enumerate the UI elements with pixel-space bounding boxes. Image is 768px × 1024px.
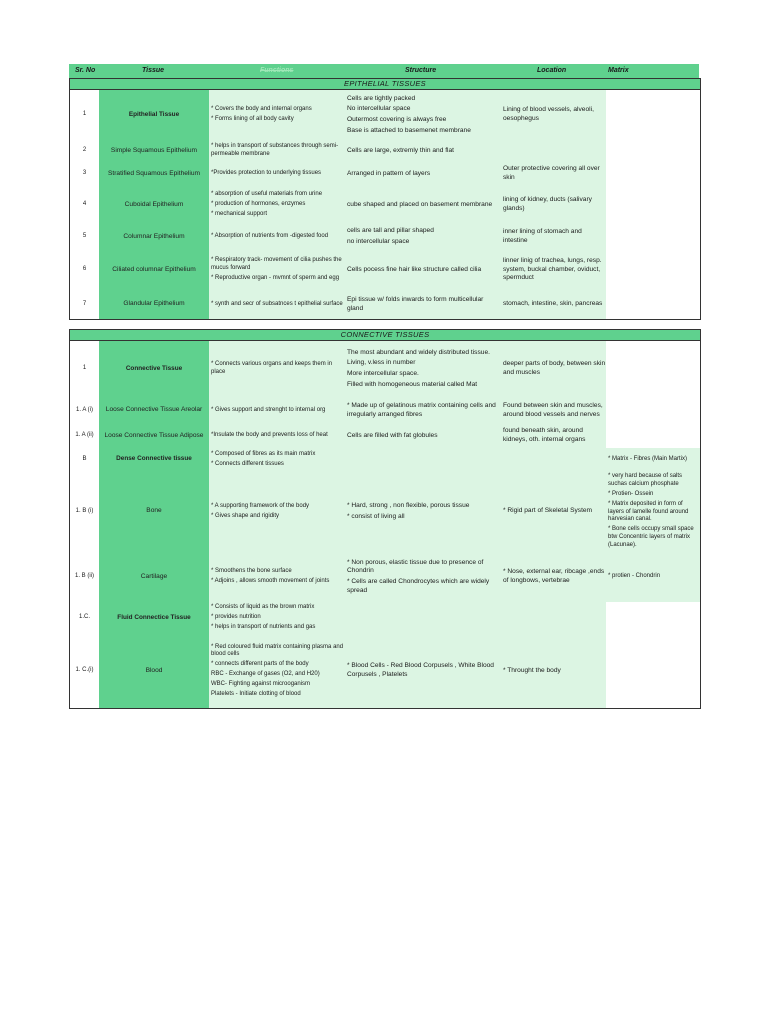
location-cell-line: Lining of blood vessels, alveoli, oesophegus	[503, 106, 594, 122]
location-cell-line: deeper parts of body, between skin and muscles	[503, 360, 606, 376]
matrix-cell	[606, 552, 700, 602]
tissue-name: Bone	[99, 471, 209, 552]
functions-cell	[209, 471, 345, 552]
epithelial-row-7	[70, 290, 700, 319]
structure-cell-line: The most abundant and widely distributed tissue.	[347, 348, 490, 356]
tissue-name: Cuboidal Epithelium	[99, 186, 209, 224]
functions-cell	[209, 140, 345, 162]
structure-cell	[345, 602, 501, 634]
structure-cell-line: * Hard, strong , non flexible, porous tissue	[347, 501, 470, 509]
location-cell	[501, 448, 606, 471]
structure-cell-line: Epi tissue w/ folds inwards to form multicellular gland	[347, 295, 484, 312]
functions-cell	[209, 162, 345, 186]
sr-no: 2	[82, 147, 87, 154]
location-cell-line: * Rigid part of Skeletal System	[503, 507, 593, 515]
structure-cell-line: Filled with homogeneous material called Mat	[347, 380, 478, 388]
structure-cell-line: Cells pocess fine hair like structure called cilia	[347, 265, 482, 273]
sr-no: 1	[82, 111, 87, 118]
epithelial-row-2	[70, 140, 700, 162]
functions-cell-line: * connects different parts of the body	[211, 661, 309, 668]
location-cell-line: Found between skin and muscles, around blood vessels and nerves	[503, 401, 603, 418]
tissue-name: Ciliated columnar Epithelium	[99, 250, 209, 290]
tissue-name: Loose Connective Tissue Adipose	[99, 424, 209, 448]
functions-cell-line: * Composed of fibres as its main matrix	[211, 450, 316, 457]
functions-cell	[209, 186, 345, 224]
structure-cell-line: cells are tall and pillar shaped	[347, 227, 434, 235]
functions-cell-line: * helps in transport of substances through semi- permeable membrane	[211, 143, 339, 157]
location-cell-line: lining of kidney, ducts (salivary glands)	[503, 196, 592, 212]
functions-cell	[209, 448, 345, 471]
sr-no: 1. B (ii)	[74, 573, 94, 580]
matrix-cell	[606, 602, 700, 634]
location-cell-line: linner linig of trachea, lungs, resp. system, buckal chamber, oviduct, spermduct	[503, 257, 602, 282]
structure-cell	[345, 162, 501, 186]
tissue-name: Blood	[99, 634, 209, 708]
functions-cell-line: * helps in transport of nutrients and gas	[211, 623, 316, 630]
structure-cell	[345, 552, 501, 602]
structure-cell-line: Cells are large, extremly thin and flat	[347, 146, 455, 154]
column-header-bar	[69, 64, 699, 78]
header-location: Location	[537, 67, 567, 74]
functions-cell-line: * synth and secr of subsatnces t epithelial surface	[211, 300, 343, 307]
header-functions: Functions	[260, 67, 294, 74]
location-cell-line: inner lining of stomach and intestine	[503, 228, 582, 244]
sr-no: 1	[82, 365, 87, 372]
connective-title: CONNECTIVE TISSUES	[70, 330, 700, 341]
structure-cell	[345, 90, 501, 140]
functions-cell-line: WBC- Fighting against microoganism	[211, 680, 311, 687]
structure-cell-line: Living, v.less in number	[347, 359, 416, 367]
functions-cell	[209, 634, 345, 708]
header-tissue: Tissue	[142, 67, 165, 74]
connective-row-1	[70, 341, 700, 397]
tissue-name: Epithelial Tissue	[99, 90, 209, 140]
connective-row-2	[70, 397, 700, 424]
functions-cell	[209, 424, 345, 448]
matrix-cell	[606, 634, 700, 708]
functions-cell-line: * Forms lining of all body cavity	[211, 116, 294, 122]
structure-cell	[345, 290, 501, 319]
header-structure: Structure	[405, 67, 437, 74]
structure-cell-line: Base is attached to basemenet membrane	[347, 126, 471, 134]
functions-cell	[209, 341, 345, 397]
structure-cell	[345, 140, 501, 162]
structure-cell-line: * consist of living all	[347, 512, 405, 520]
functions-cell-line: * Gives shape and rigidity	[211, 512, 280, 519]
structure-cell	[345, 424, 501, 448]
structure-cell-line: Cells are tightly packed	[347, 94, 416, 102]
structure-cell	[345, 250, 501, 290]
functions-cell	[209, 397, 345, 424]
epithelial-row-3	[70, 162, 700, 186]
epithelial-grid	[70, 90, 700, 319]
tissue-name: Fluid Connectice Tissue	[99, 602, 209, 634]
functions-cell-line: * Red coloured fluid matrix containing plasma and blood cells	[211, 643, 344, 658]
epithelial-title: EPITHELIAL TISSUES	[70, 79, 700, 90]
functions-cell	[209, 224, 345, 250]
functions-cell-line: * Smoothens the bone surface	[211, 568, 292, 575]
structure-cell-line: * Made up of gelatinous matrix containing cells and irregularly arranged fibres	[347, 401, 496, 418]
location-cell	[501, 471, 606, 552]
functions-cell-line: * Covers the body and internal organs	[211, 106, 312, 113]
connective-row-6	[70, 552, 700, 602]
functions-cell-line: * Connects various organs and keeps them in place	[211, 361, 333, 375]
functions-cell	[209, 602, 345, 634]
functions-cell-line: *Provides protection to underlying tissues	[211, 170, 322, 177]
structure-cell-line: More intercellular space.	[347, 370, 419, 377]
tissue-name: Loose Connective Tissue Areolar	[99, 397, 209, 424]
sr-no: 1. C.(i)	[75, 667, 94, 674]
matrix-cell-line: * Matrix - Fibres (Main Martix)	[608, 455, 688, 462]
functions-cell-line: * A supporting framework of the body	[211, 502, 310, 509]
location-cell	[501, 424, 606, 448]
connective-row-8	[70, 634, 700, 708]
structure-cell-line: no intercellular space	[347, 238, 410, 245]
functions-cell	[209, 552, 345, 602]
location-cell	[501, 341, 606, 397]
location-cell	[501, 397, 606, 424]
location-cell-line: stomach, intestine, skin, pancreas	[503, 300, 603, 308]
matrix-cell	[606, 397, 700, 424]
connective-row-5	[70, 471, 700, 552]
epithelial-row-5	[70, 224, 700, 250]
functions-cell-line: * mechanical support	[211, 210, 268, 217]
matrix-cell	[606, 424, 700, 448]
functions-cell-line: * Gives support and strenght to internal org	[211, 406, 326, 413]
matrix-cell	[606, 341, 700, 397]
structure-cell-line: * Blood Cells - Red Blood Corpusels , White Blood Corpusels , Platelets	[347, 662, 494, 678]
matrix-cell-line: * Bone cells occupy small space btw Concentric layers of matrix (Lacunae).	[608, 526, 694, 548]
tissue-name: Glandular Epithelium	[99, 290, 209, 319]
matrix-cell-line: * Matrix deposited in form of layers of lamelle found around harvesian canal.	[608, 500, 689, 523]
location-cell	[501, 140, 606, 162]
location-cell-line: * Throught the body	[503, 666, 561, 674]
connective-section	[69, 329, 701, 709]
tissue-name: Simple Squamous Epithelium	[99, 140, 209, 162]
header-matrix: Matrix	[608, 67, 629, 74]
matrix-cell	[606, 471, 700, 552]
tissue-name: Connective Tissue	[99, 341, 209, 397]
sr-no: 1. A (i)	[75, 406, 93, 413]
epithelial-row-4	[70, 186, 700, 224]
structure-cell	[345, 634, 501, 708]
functions-cell-line: * absorption of useful materials from urine	[211, 191, 323, 198]
connective-row-4	[70, 448, 700, 471]
tissue-name: Dense Connective tissue	[99, 448, 209, 471]
epithelial-row-6	[70, 250, 700, 290]
location-cell-line: Outer protective covering all over skin	[503, 165, 600, 181]
sr-no: 1.C.	[78, 614, 90, 621]
location-cell	[501, 186, 606, 224]
functions-cell	[209, 250, 345, 290]
location-cell	[501, 634, 606, 708]
tissue-name: Stratified Squamous Epithelium	[99, 162, 209, 186]
functions-cell	[209, 290, 345, 319]
sr-no: 5	[82, 233, 87, 240]
structure-cell-line: * Cells are called Chondrocytes which are widely spread	[347, 578, 490, 594]
matrix-cell-line: * very hard because of salts suchas calcium phosphate	[608, 473, 683, 488]
matrix-cell-line: * protien - Chondrin	[608, 573, 661, 580]
connective-grid	[70, 341, 700, 708]
tissue-name: Cartilage	[99, 552, 209, 602]
location-cell	[501, 290, 606, 319]
sr-no: 1. B (i)	[75, 507, 94, 514]
structure-cell	[345, 186, 501, 224]
location-cell	[501, 250, 606, 290]
connective-row-7	[70, 602, 700, 634]
location-cell	[501, 90, 606, 140]
functions-cell-line: *Insulate the body and prevents loss of heat	[211, 432, 328, 439]
tissue-name: Columnar Epithelium	[99, 224, 209, 250]
functions-cell-line: RBC - Exchange of gases (O2, and H20)	[211, 671, 320, 677]
sr-no: 7	[82, 300, 87, 307]
functions-cell-line: * Absorption of nutrients from -digested food	[211, 233, 329, 240]
sr-no: 4	[82, 201, 87, 208]
structure-cell	[345, 448, 501, 471]
sr-no: 3	[82, 170, 87, 177]
connective-row-3	[70, 424, 700, 448]
location-cell	[501, 552, 606, 602]
functions-cell-line: * Connects different tissues	[211, 460, 284, 467]
functions-cell-line: * provides nutrition	[211, 614, 261, 621]
location-cell	[501, 162, 606, 186]
epithelial-section	[69, 78, 701, 320]
epithelial-row-1	[70, 90, 700, 140]
header-sr-no: Sr. No	[75, 67, 96, 74]
functions-cell-line: * Respiratory track- movement of cilia pushes the mucus forward	[211, 257, 342, 272]
structure-cell	[345, 397, 501, 424]
location-cell	[501, 224, 606, 250]
structure-cell	[345, 471, 501, 552]
structure-cell	[345, 341, 501, 397]
sr-no: 1. A (ii)	[75, 432, 94, 439]
matrix-cell	[606, 448, 700, 471]
structure-cell-line: * Non porous, elastic tissue due to presence of Chondrin	[347, 558, 484, 575]
functions-cell-line: * production of hormones, enzymes	[211, 201, 306, 208]
structure-cell-line: Arranged in pattern of layers	[347, 169, 431, 177]
structure-cell-line: Outermost covering is always free	[347, 116, 447, 123]
functions-cell-line: * Reproductive organ - mvmnt of sperm and egg	[211, 274, 340, 281]
functions-cell-line: * Consists of liquid as the brown matrix	[211, 604, 315, 611]
sr-no: B	[82, 455, 87, 462]
location-cell-line: found beneath skin, around kidneys, oth. internal organs	[503, 427, 586, 443]
sr-no: 6	[82, 266, 87, 273]
structure-cell-line: No intercellular space	[347, 105, 411, 113]
functions-cell	[209, 90, 345, 140]
location-cell	[501, 602, 606, 634]
structure-cell-line: Cells are filled with fat globules	[347, 431, 438, 439]
location-cell-line: * Nose, external ear, ribcage ,ends of longbows, vertebrae	[503, 568, 605, 584]
structure-cell-line: cube shaped and placed on basement membrane	[347, 200, 493, 208]
structure-cell	[345, 224, 501, 250]
matrix-cell-line: * Protien- Ossein	[608, 491, 654, 497]
functions-cell-line: Platelets - Initiate clotting of blood	[211, 690, 301, 697]
functions-cell-line: * Adjoins , allows smooth movement of joints	[211, 578, 330, 584]
